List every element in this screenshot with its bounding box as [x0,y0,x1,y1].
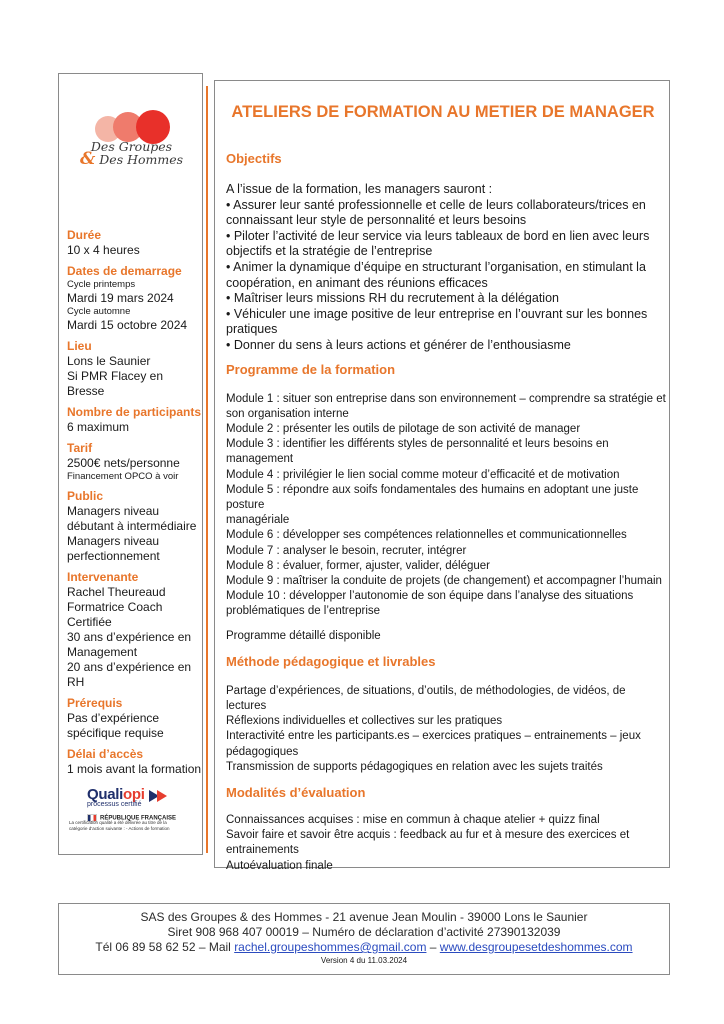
info-sidebar [58,73,203,855]
text-line: objectifs et la stratégie de l’entreprise [226,244,433,259]
qualiopi-mark-icon [147,788,173,804]
text-line: • Véhiculer une image positive de leur entreprise en l’ouvrant sur les bonnes [226,306,648,321]
orange-divider [206,86,208,853]
sidebar-section [67,696,202,741]
logo-line2: Des Hommes [99,152,184,167]
sidebar-section [67,489,202,564]
evaluation-text [226,813,666,874]
sidebar-section [67,339,202,399]
qualiopi-subtitle: processus certifié [87,801,142,808]
text-line: Savoir faire et savoir être acquis : feedback au fur et à mesure des exercices et [226,829,630,842]
sidebar-section-text: 1 mois avant la formation [67,762,202,776]
sidebar-section-text: 2500€ nets/personne [67,456,180,470]
text-line: Connaissances acquises : mise en commun à chaque atelier + quizz final [226,814,600,826]
sidebar-section-text: Financement OPCO à voir [67,471,179,482]
qualiopi-legal-note: La certification qualité a été délivrée au titre de la catégorie d’action suivante : - Actions de formation [69,820,170,831]
text-line: Module 5 : répondre aux soifs fondamentales des humains en adoptant une juste posture [226,483,639,511]
text-line: problématiques de l’entreprise [226,605,381,618]
text-line: Module 8 : évaluer, former, ajuster, valider, déléguer [226,559,491,572]
sidebar-section-text: Cycle printemps [67,279,136,290]
sidebar-section-text: Mardi 19 mars 2024 [67,291,174,305]
text-line: • Piloter l’activité de leur service via leurs tableaux de bord en lien avec leurs [226,228,650,243]
text-line: Réflexions individuelles et collectives sur les pratiques [226,715,503,728]
sidebar-section [67,264,202,333]
sidebar-section-text: Lons le Saunier [67,354,151,368]
sidebar-section [67,747,202,777]
section-heading-programme: Programme de la formation [226,361,396,377]
section-heading-evaluation: Modalités d’évaluation [226,785,366,800]
text-line: coopération, en animant des réunions efficaces [226,275,488,290]
sidebar-section-text: spécifique requise [67,726,164,740]
sidebar-sections [67,228,202,783]
text-line: managériale [226,514,290,527]
sidebar-section-text: 30 ans d’expérience en [67,630,192,644]
sidebar-section-text: Rachel Theureaud [67,585,166,599]
footer-contact: Tél 06 89 58 62 52 – Mail rachel.groupeshommes@gmail.com – www.desgroupesetdeshommes.com [95,940,633,954]
sidebar-section-text: 10 x 4 heures [67,243,140,257]
text-line: • Maîtriser leurs missions RH du recrutement à la délégation [226,291,559,306]
sidebar-section-text: Si PMR Flacey en Bresse [67,369,164,398]
footer [58,903,670,975]
text-line: Autoévaluation finale [226,859,333,872]
sidebar-section-heading: Délai d’accès [67,747,144,761]
qualiopi-badge [87,786,187,822]
footer-address: SAS des Groupes & des Hommes - 21 avenue Jean Moulin - 39000 Lons le Saunier [140,910,588,924]
text-line: Module 2 : présenter les outils de pilotage de son activité de manager [226,422,581,435]
sidebar-section-heading: Dates de demarrage [67,264,182,278]
sidebar-section-text: débutant à intermédiaire [67,519,197,533]
page-title: ATELIERS DE FORMATION AU METIER DE MANAGER [231,103,655,121]
text-line: entrainements [226,844,299,857]
section-heading-objectifs: Objectifs [226,151,282,166]
republique-label: RÉPUBLIQUE FRANÇAISE [87,814,187,822]
footer-version: Version 4 du 11.03.2024 [320,956,408,965]
section-heading-methode: Méthode pédagogique et livrables [226,653,436,669]
text-line: Module 4 : privilégier le lien social comme moteur d’efficacité et de motivation [226,468,620,481]
text-line: Module 3 : identifier les différents styles de personnalité et leurs besoins en management [226,438,609,466]
text-line: Module 9 : maîtriser la conduite de projets (de changement) et accompagner l’humain [226,574,662,587]
sidebar-section-text: 6 maximum [67,420,130,434]
sidebar-section-heading: Durée [67,228,102,242]
email-link[interactable]: rachel.groupeshommes@gmail.com [234,940,427,954]
text-line: Module 10 : développer l’autonomie de son équipe dans l’analyse des situations [226,590,634,603]
text-line: connaissant leur style de personnalité et leurs besoins [226,213,527,228]
website-link[interactable]: www.desgroupesetdeshommes.com [439,940,633,954]
text-line: Module 7 : analyser le besoin, recruter, intégrer [226,544,467,557]
sidebar-section-text: Managers niveau [67,504,160,518]
text-line: Partage d’expériences, de situations, d’outils, de méthodologies, de vidéos, de lectures [226,684,626,712]
main-content [214,80,670,872]
sidebar-section-text: Managers niveau [67,534,160,548]
sidebar-section [67,441,202,483]
sidebar-section-text: Cycle automne [67,306,131,317]
sidebar-section-text: Formatrice Coach Certifiée [67,600,163,629]
text-line: pédagogiques [226,745,299,758]
text-line: Transmission de supports pédagogiques en relation avec les sujets traités [226,760,603,773]
sidebar-section-heading: Public [67,489,104,503]
text-line: son organisation interne [226,407,349,420]
sidebar-section-heading: Intervenante [67,570,139,584]
sidebar-section-heading: Nombre de participants [67,405,202,419]
sidebar-section [67,570,202,690]
sidebar-section-heading: Lieu [67,339,92,353]
text-line: Module 6 : développer ses compétences relationnelles et communicationnelles [226,529,627,542]
footer-siret: Siret 908 968 407 00019 – Numéro de déclaration d’activité 27390132039 [167,925,561,939]
text-line: • Donner du sens à leurs actions et générer de l’enthousiasme [226,337,571,352]
text-line: Interactivité entre les participants.es – exercices pratiques – entrainements – jeux [226,730,641,743]
sidebar-section-text: Management [67,645,138,659]
programme-text [226,392,666,620]
sidebar-section [67,405,202,435]
text-line: A l’issue de la formation, les managers sauront : [226,182,493,196]
text-line: • Assurer leur santé professionnelle et celle de leurs collaborateurs/trices en [226,197,646,212]
text-line: pratiques [226,322,278,337]
sidebar-section-text: Pas d’expérience [67,711,160,725]
logo-ampersand: & [79,149,96,169]
sidebar-section-text: Mardi 15 octobre 2024 [67,318,188,332]
methode-text [226,684,666,775]
sidebar-section-heading: Tarif [67,441,93,455]
sidebar-section-text: 20 ans d’expérience en RH [67,660,192,689]
text-line: Module 1 : situer son entreprise dans son environnement – comprendre sa stratégie et [226,392,666,405]
qualiopi-wordmark: Qualiopi [87,786,145,803]
logo-line1: Des Groupes [90,139,173,154]
text-line: • Animer la dynamique d’équipe en structurant l’organisation, en stimulant la [226,259,646,274]
sidebar-section-heading: Prérequis [67,696,123,710]
objectifs-text [226,182,666,354]
sidebar-section-text: perfectionnement [67,549,160,563]
programme-detail: Programme détaillé disponible [226,629,381,642]
sidebar-section [67,228,202,258]
logo-wordmark [59,139,204,169]
